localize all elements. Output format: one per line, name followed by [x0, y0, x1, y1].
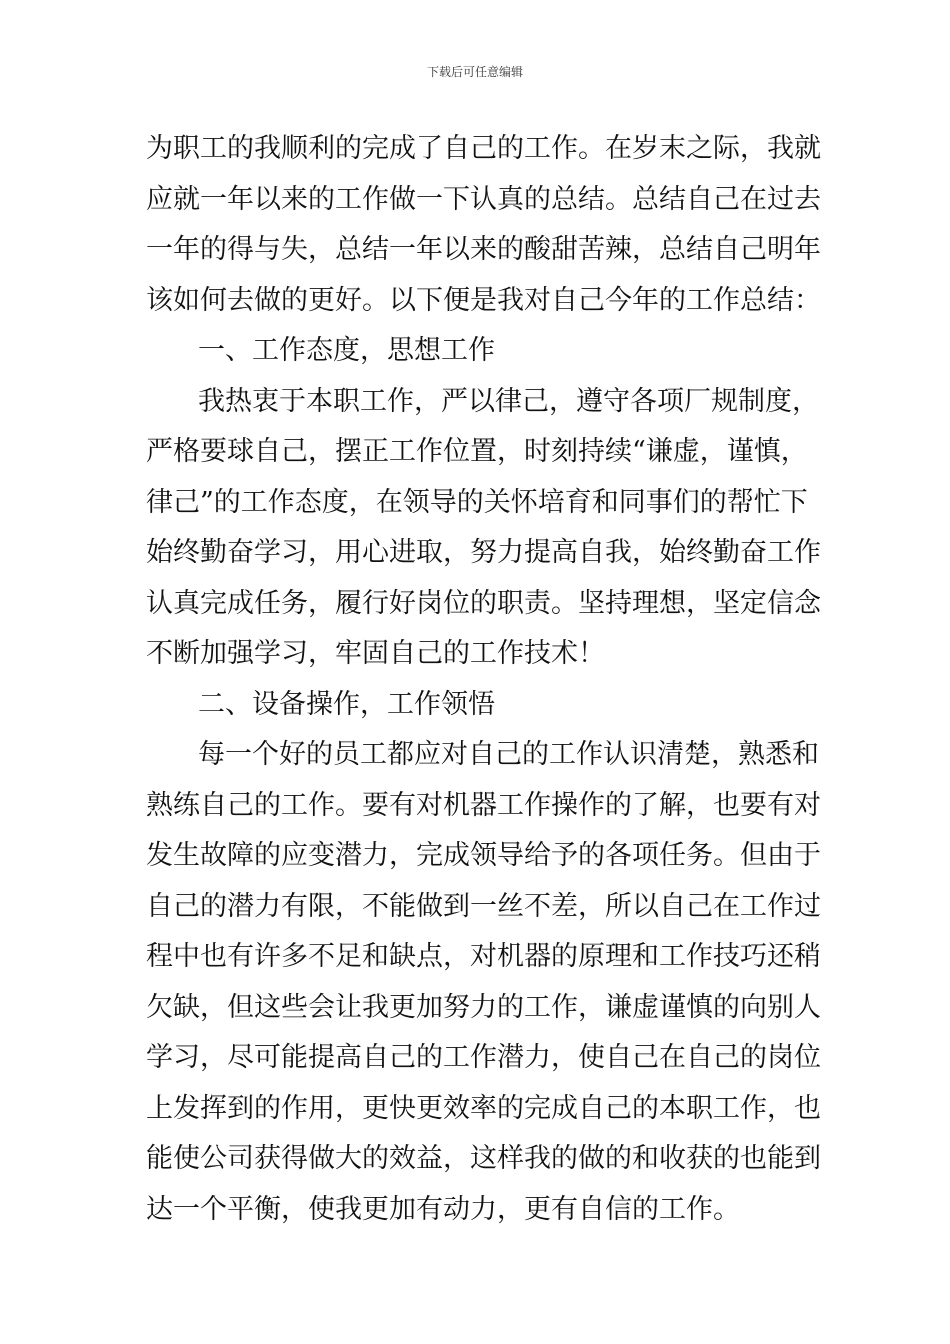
body-line: 学习，尽可能提高自己的工作潜力，使自己在自己的岗位	[146, 1042, 821, 1073]
page-header: 下载后可任意编辑	[426, 65, 523, 79]
body-line: 上发挥到的作用，更快更效率的完成自己的本职工作，也	[146, 1092, 821, 1124]
body-line: 达一个平衡，使我更加有动力，更有自信的工作。	[146, 1193, 740, 1225]
body-line: 应就一年以来的工作做一下认真的总结。总结自己在过去	[146, 183, 821, 215]
document-body	[146, 124, 821, 1235]
body-line: 不断加强学习，牢固自己的工作技术！	[146, 638, 605, 669]
body-line: 能使公司获得做大的效益，这样我的做的和收获的也能到	[146, 1143, 821, 1174]
section-heading: 二、设备操作，工作领悟	[198, 688, 495, 720]
section-heading: 一、工作态度，思想工作	[198, 335, 495, 366]
body-line: 欠缺，但这些会让我更加努力的工作，谦虚谨慎的向别人	[146, 991, 821, 1023]
body-line: 律己”的工作态度，在领导的关怀培育和同事们的帮忙下	[146, 486, 808, 518]
body-line: 发生故障的应变潜力，完成领导给予的各项任务。但由于	[146, 840, 821, 871]
body-line: 一年的得与失，总结一年以来的酸甜苦辣，总结自己明年	[146, 234, 821, 265]
body-line: 认真完成任务，履行好岗位的职责。坚持理想，坚定信念	[146, 587, 821, 619]
body-line: 自己的潜力有限，不能做到一丝不差，所以自己在工作过	[146, 890, 821, 922]
body-line: 始终勤奋学习，用心进取，努力提高自我，始终勤奋工作	[146, 537, 821, 568]
paragraph-start: 我热衷于本职工作，严以律己，遵守各项厂规制度，	[198, 385, 819, 417]
body-line: 为职工的我顺利的完成了自己的工作。在岁末之际，我就	[146, 133, 821, 164]
body-line: 严格要球自己，摆正工作位置，时刻持续“谦虚，谨慎，	[146, 436, 808, 467]
body-line: 程中也有许多不足和缺点，对机器的原理和工作技巧还稍	[146, 941, 821, 972]
paragraph-start: 每一个好的员工都应对自己的工作认识清楚，熟悉和	[198, 739, 819, 770]
body-line: 熟练自己的工作。要有对机器工作操作的了解，也要有对	[146, 789, 821, 821]
body-line: 该如何去做的更好。以下便是我对自己今年的工作总结：	[146, 284, 821, 316]
